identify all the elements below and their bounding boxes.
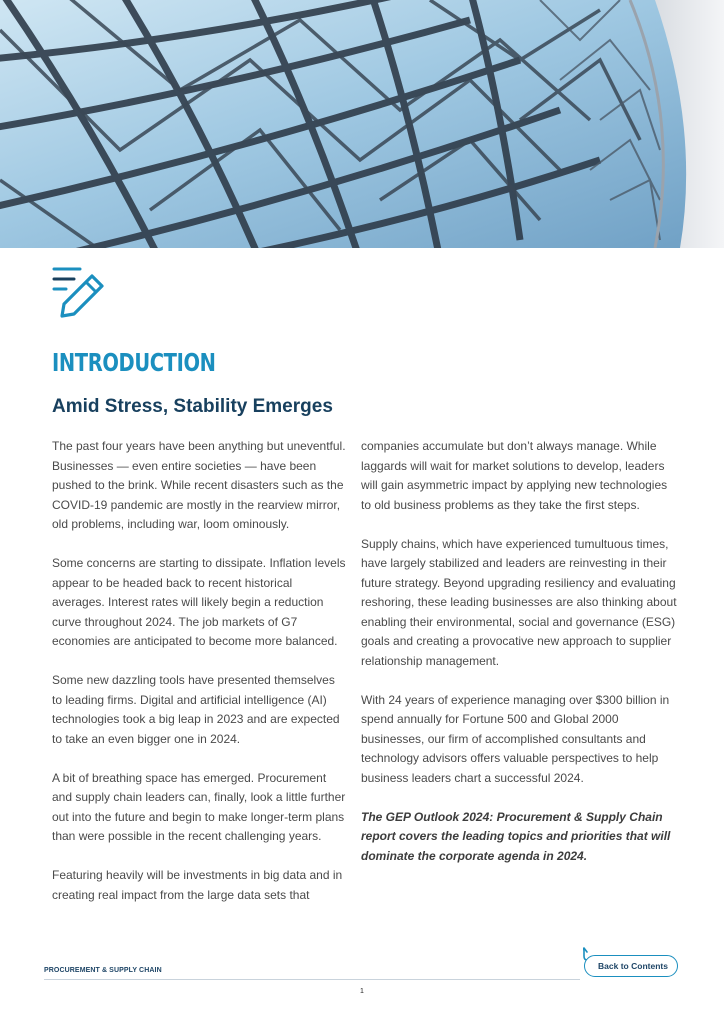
paragraph: Featuring heavily will be investments in big data and in creating real impact from the large data sets that [52,868,343,902]
hero-image [0,0,724,248]
paragraph: companies accumulate but don’t always manage. While laggards will wait for market solutions to develop, leaders will gain asymmetric impact by applying new technologies to old business problems as they take the first steps. [361,439,668,512]
pen-list-icon [52,266,108,320]
report-summary: The GEP Outlook 2024: Procurement & Supply Chain report covers the leading topics and priorities that will dominate the corporate agenda in 2024. [361,809,671,863]
paragraph: Some new dazzling tools have presented themselves to leading firms. Digital and artificial intelligence (AI) technologies took a big leap in 2023 and are expected to take an even bigger one in 2024. [52,673,340,746]
glass-dome-illustration [0,0,724,248]
left-column [52,437,348,925]
paragraph: The past four years have been anything but uneventful. Businesses — even entire societies — have been pushed to the brink. While recent disasters such as the COVID-19 pandemic are mostly in the rearview mirror, old problems, including war, loom ominously. [52,439,346,531]
footer-divider [44,979,580,980]
section-subtitle: Amid Stress, Stability Emerges [52,396,333,417]
paragraph: Some concerns are starting to dissipate. Inflation levels appear to be headed back to recent historical averages. Interest rates will likely begin a reduction curve throughout 2024. The job markets of G7 economies are anticipated to become more balanced. [52,556,346,648]
paragraph: A bit of breathing space has emerged. Procurement and supply chain leaders can, finally, look a little further out into the future and begin to make longer-term plans than were possible in the recent challenging years. [52,770,346,843]
footer-section-label: PROCUREMENT & SUPPLY CHAIN [44,967,162,974]
paragraph: Supply chains, which have experienced tumultuous times, have largely stabilized and leaders are reinvesting in their future strategy. Beyond upgrading resiliency and evaluating reshoring, these leading businesses are also thinking about enabling their environmental, social and governance (ESG) goals and creating a provocative new approach to supplier relationship management. [361,536,677,668]
paragraph: With 24 years of experience managing over $300 billion in spend annually for Fortune 500 and Global 2000 businesses, our firm of accomplished consultants and technology advisors offers valuable perspectives to help business leaders chart a successful 2024. [361,692,670,785]
back-to-contents-button[interactable]: Back to Contents [584,955,678,977]
page-number: 1 [360,988,364,995]
section-title: INTRODUCTION [52,348,216,377]
right-column [361,437,677,886]
